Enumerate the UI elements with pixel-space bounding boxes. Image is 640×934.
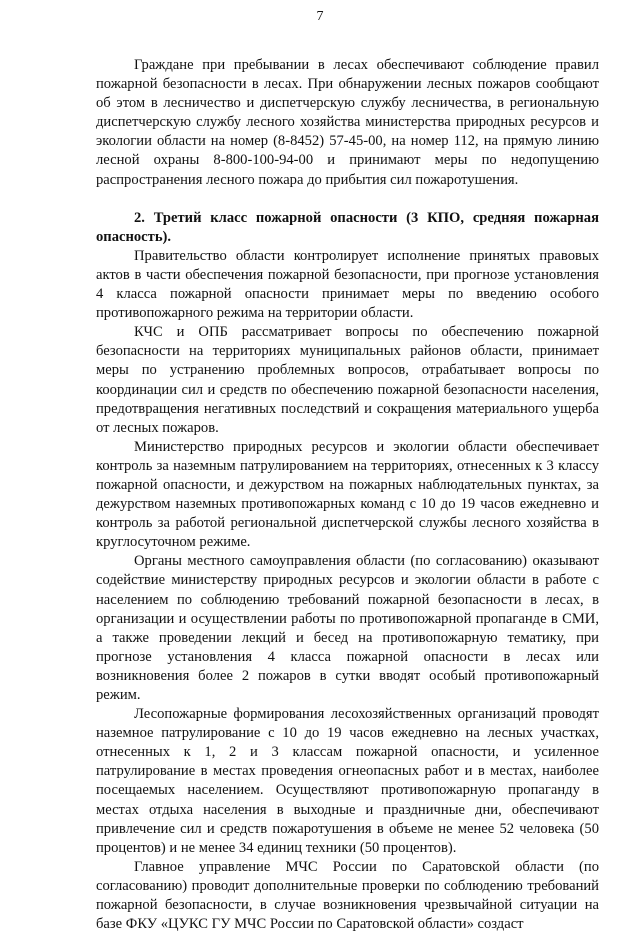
paragraph-government: Правительство области контролирует исполнение принятых правовых актов в части обеспечения пожарной безопасности, при прогнозе установления 4 класса пожарной опасности принимает меры по введению особого противопожарного режима на территории области. [96, 247, 599, 322]
paragraph-forest-fire-units: Лесопожарные формирования лесохозяйственных организаций проводят наземное патрулирование с 10 до 19 часов ежедневно на лесных участках, отнесенных к 1, 2 и 3 классам пожарной опасности, и усиленное патрулирование в местах проведения огнеопасных работ и в местах, наиболее посещаемых населением. Осуществляют противопожарную пропаганду в местах отдыха населения в выходные и праздничные дни, обеспечивают привлечение сил и средств пожаротушения в объеме не менее 52 человека (50 процентов) и не менее 34 единиц техники (50 процентов). [96, 706, 599, 856]
paragraph-citizens-duties: Граждане при пребывании в лесах обеспечивают соблюдение правил пожарной безопасности в лесах. При обнаружении лесных пожаров сообщают об этом в лесничество и диспетчерскую службу лесничества, в региональную диспетчерскую службу лесного хозяйства министерства природных ресурсов и экологии области на номер (8-8452) 57-45-00, на номер 112, на прямую линию лесной охраны 8-800-100-94-00 и принимают меры по недопущению распространения лесного пожара до прибытия сил пожаротушения. [96, 57, 599, 188]
document-body [96, 56, 599, 934]
paragraph-local-government: Органы местного самоуправления области (по согласованию) оказывают содействие министерству природных ресурсов и экологии области в работе с населением по соблюдению требований пожарной безопасности в лесах, в организации и осуществлении работы по противопожарной пропаганде в СМИ, а также проведении лекций и бесед на противопожарную тематику, при прогнозе установления 4 класса пожарной опасности в лесах или возникновения более 2 пожаров в сутки вводят особый противопожарный режим. [96, 553, 599, 703]
page-number: 7 [316, 9, 324, 24]
section-heading-third-class: 2. Третий класс пожарной опасности (3 КПО, средняя пожарная опасность). [96, 209, 599, 245]
paragraph-ministry: Министерство природных ресурсов и экологии области обеспечивает контроль за наземным патрулированием на территориях, отнесенных к 3 классу пожарной опасности, и дежурством на пожарных наблюдательных пунктах, за дежурством наземных противопожарных команд с 10 до 19 часов ежедневно и контроль за работой региональной диспетчерской службы лесного хозяйства в круглосуточном режиме. [96, 438, 599, 551]
paragraph-kchs-opb: КЧС и ОПБ рассматривает вопросы по обеспечению пожарной безопасности на территориях муниципальных районов области, принимает меры по устранению проблемных вопросов, отрабатывает вопросы по координации сил и средств по обеспечению пожарной безопасности населения, предотвращения негативных последствий и сокращения материального ущерба от лесных пожаров. [96, 324, 599, 436]
paragraph-mchs: Главное управление МЧС России по Саратовской области (по согласованию) проводит дополнительные проверки по соблюдению требований пожарной безопасности, в случае возникновения чрезвычайной ситуации на базе ФКУ «ЦУКС ГУ МЧС России по Саратовской области» создаст [96, 858, 599, 933]
